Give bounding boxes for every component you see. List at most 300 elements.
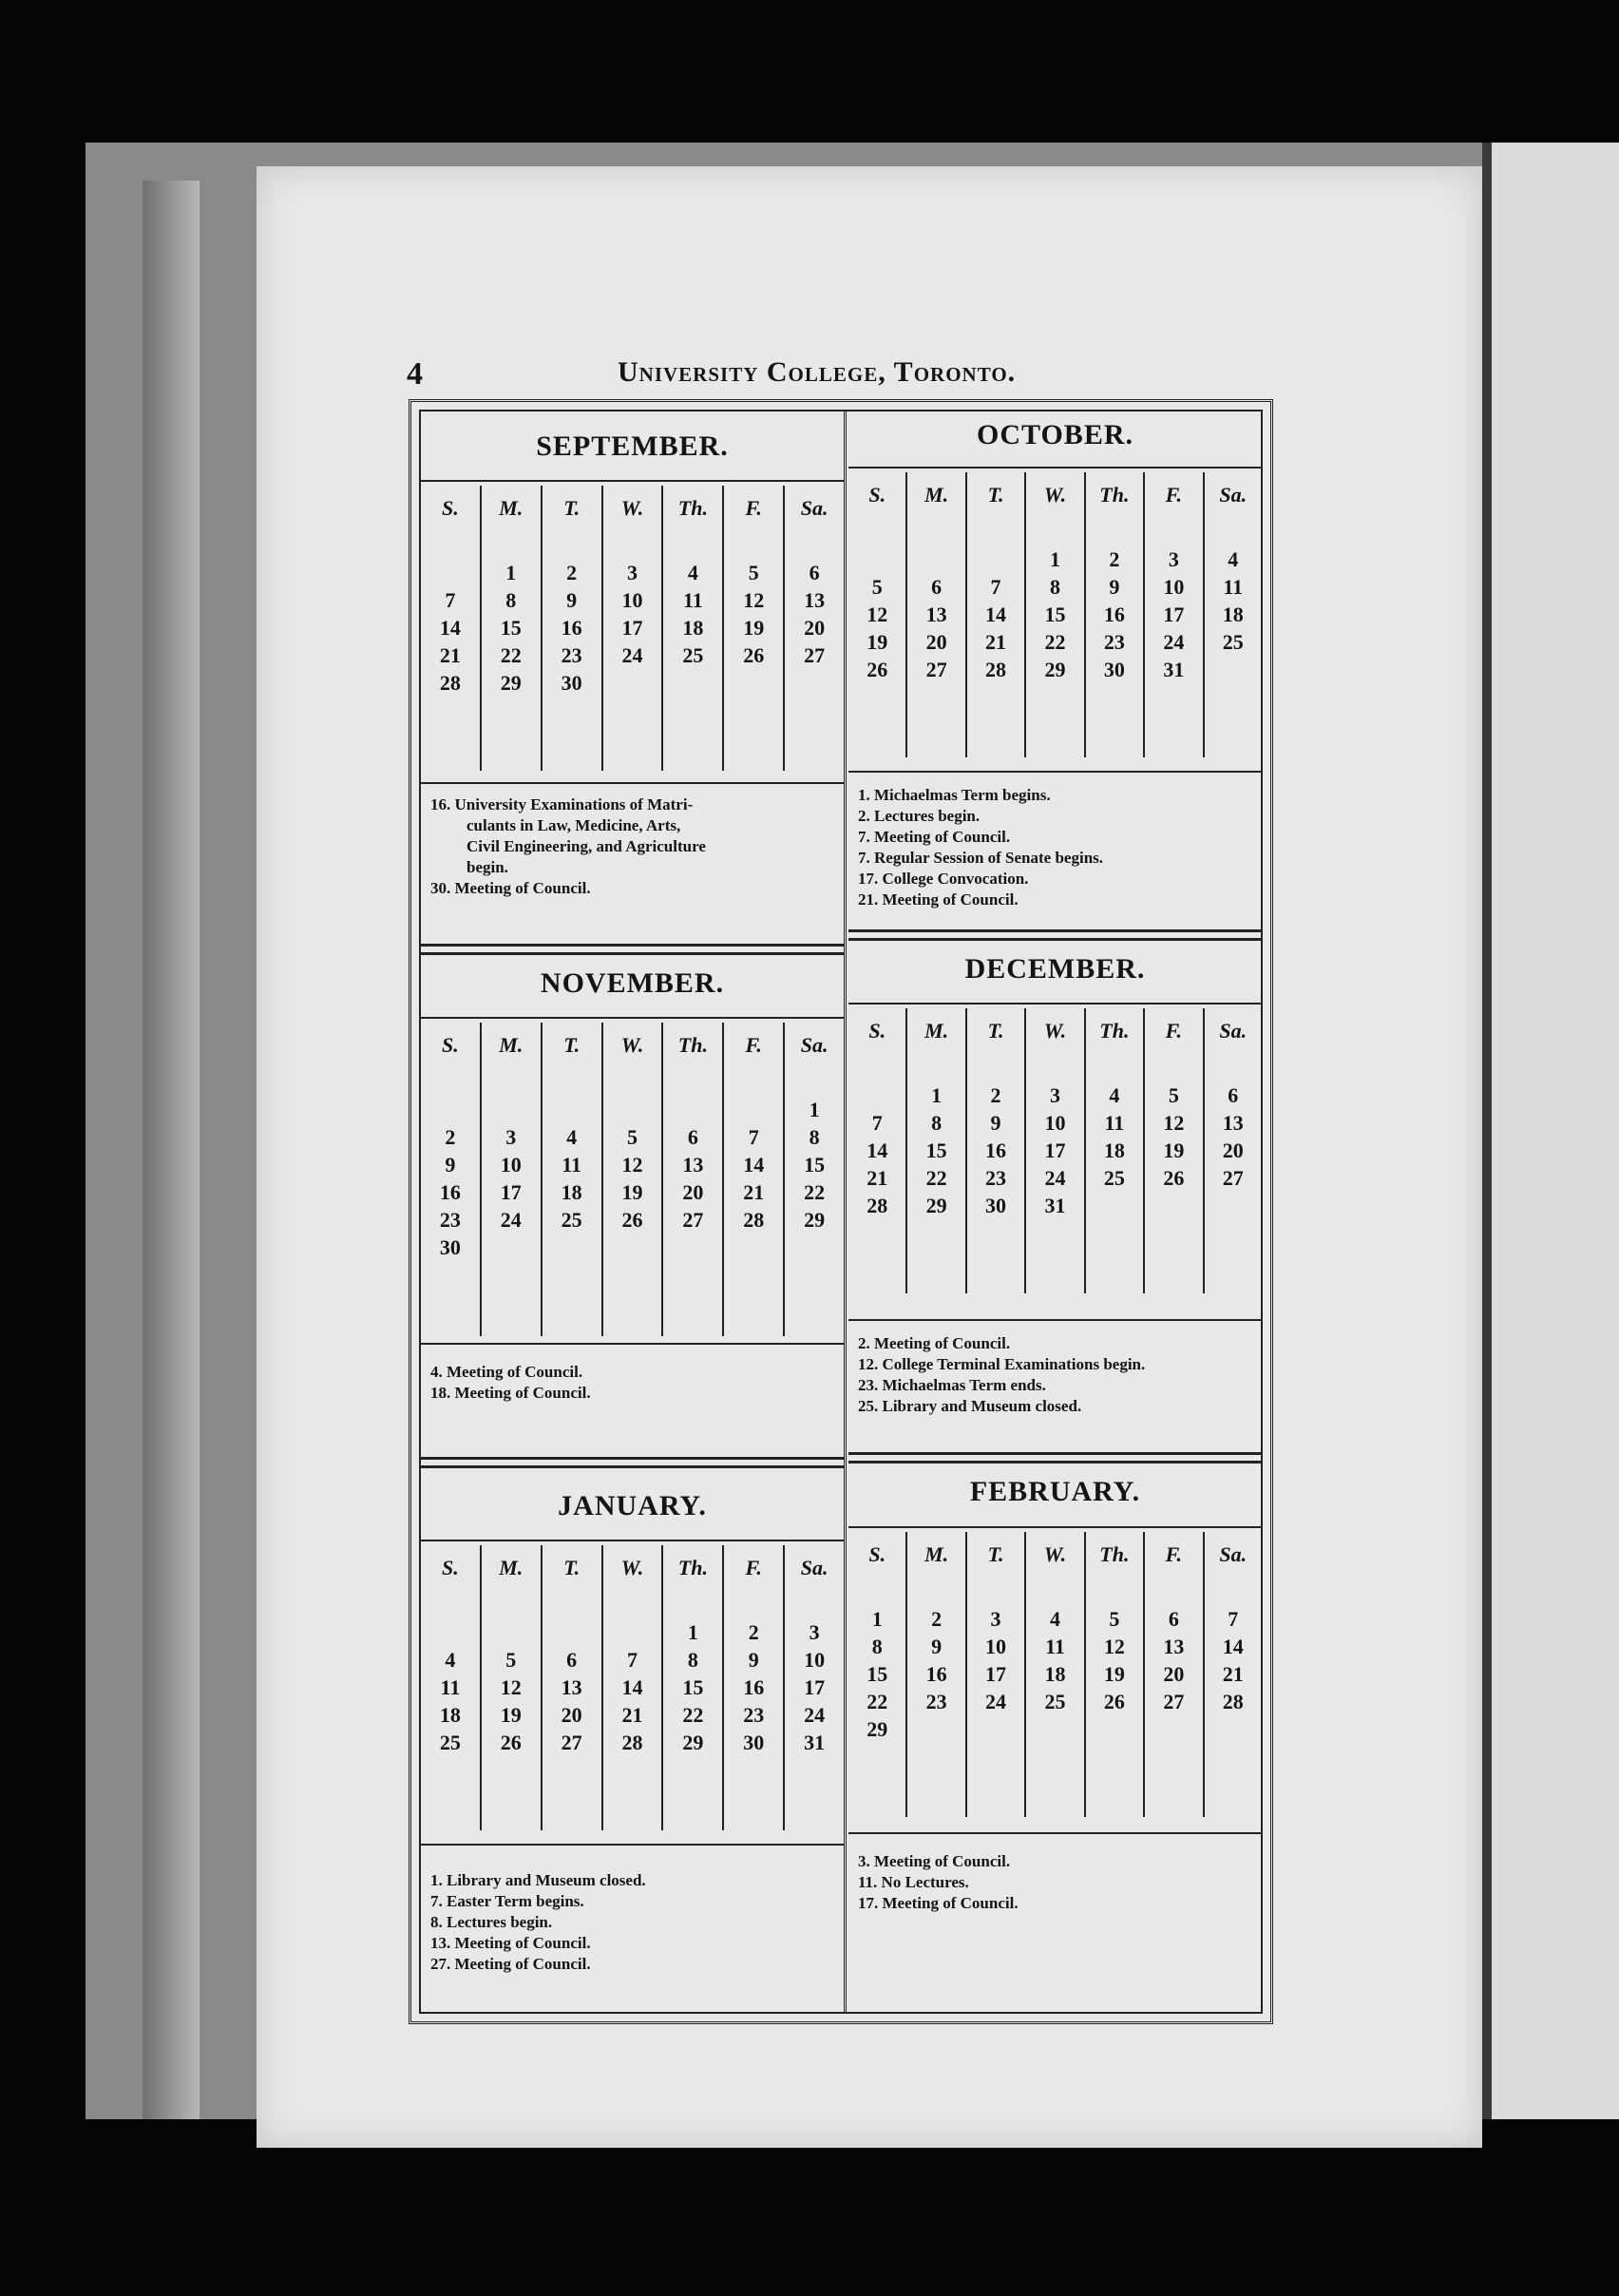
weekday-header: T. — [563, 496, 581, 520]
page-stack-left — [143, 181, 200, 2119]
day-number — [1086, 1715, 1143, 1743]
event-line: culants in Law, Medicine, Arts, — [467, 816, 681, 834]
weekday-header: T. — [987, 483, 1004, 507]
weekday-header: W. — [620, 1033, 644, 1057]
day-column — [783, 486, 844, 771]
day-number: 18 — [1044, 1662, 1066, 1686]
day-number — [482, 1618, 541, 1646]
day-number: 6 — [1168, 1607, 1179, 1631]
day-column — [848, 1532, 905, 1817]
day-number — [907, 1578, 964, 1605]
event-line: 25. Library and Museum closed. — [858, 1397, 1082, 1415]
day-number: 12 — [1103, 1635, 1125, 1658]
day-number: 21 — [621, 1703, 643, 1727]
day-number: 14 — [1222, 1635, 1244, 1658]
day-number: 6 — [687, 1125, 698, 1149]
day-number — [482, 1068, 541, 1096]
weekday-header: Th. — [1099, 1019, 1130, 1043]
day-number — [724, 1096, 783, 1123]
weekday-header: M. — [924, 483, 949, 507]
day-number: 3 — [1049, 1083, 1060, 1107]
day-number — [603, 669, 662, 697]
weekday-header: Sa. — [800, 1033, 829, 1057]
day-column — [722, 486, 783, 771]
day-number: 9 — [748, 1648, 759, 1672]
day-number: 7 — [748, 1125, 759, 1149]
day-grid-rule — [421, 782, 844, 784]
day-number: 1 — [809, 1098, 820, 1121]
day-column — [965, 472, 1024, 757]
day-number: 23 — [1103, 630, 1125, 654]
day-number: 1 — [871, 1607, 883, 1631]
day-column — [1143, 472, 1202, 757]
day-grid — [848, 472, 1262, 757]
day-number — [1145, 1578, 1202, 1605]
day-number: 10 — [985, 1635, 1007, 1658]
day-number: 31 — [1163, 658, 1185, 681]
day-number: 4 — [1228, 547, 1239, 571]
day-number: 21 — [439, 643, 461, 667]
day-number: 1 — [687, 1620, 698, 1644]
day-number — [603, 1068, 662, 1096]
day-number: 23 — [985, 1166, 1007, 1190]
day-number — [724, 669, 783, 697]
event-line: 23. Michaelmas Term ends. — [858, 1376, 1046, 1394]
month-title-rule — [421, 480, 844, 482]
day-number: 10 — [621, 588, 643, 612]
day-number: 13 — [561, 1675, 582, 1699]
day-number — [967, 1054, 1024, 1081]
day-number: 1 — [1049, 547, 1060, 571]
day-number — [543, 531, 601, 559]
day-number: 18 — [1222, 603, 1244, 626]
day-number — [1205, 1578, 1262, 1605]
day-number: 18 — [682, 616, 704, 640]
day-number: 21 — [985, 630, 1007, 654]
day-number: 19 — [500, 1703, 522, 1727]
day-number: 18 — [439, 1703, 461, 1727]
day-number: 22 — [682, 1703, 704, 1727]
day-number: 2 — [931, 1607, 943, 1631]
month-double-rule — [421, 944, 844, 955]
day-number — [663, 531, 722, 559]
weekday-header: W. — [620, 1556, 644, 1579]
event-line: 4. Meeting of Council. — [430, 1363, 583, 1381]
day-number: 8 — [1049, 575, 1060, 599]
day-number: 11 — [1104, 1111, 1125, 1135]
month-title-rule — [848, 1526, 1262, 1528]
day-column — [541, 1023, 601, 1336]
weekday-header: F. — [1165, 483, 1182, 507]
day-column — [1143, 1532, 1202, 1817]
day-number: 31 — [1044, 1194, 1066, 1217]
day-number — [848, 1578, 905, 1605]
day-number — [603, 1618, 662, 1646]
weekday-header: T. — [563, 1556, 581, 1579]
day-number: 6 — [931, 575, 943, 599]
day-number: 15 — [925, 1138, 947, 1162]
day-column — [965, 1532, 1024, 1817]
month-title: NOVEMBER. — [540, 967, 725, 999]
day-column — [661, 486, 722, 771]
day-number: 4 — [1049, 1607, 1060, 1631]
weekday-header: W. — [620, 496, 644, 520]
day-number: 10 — [1044, 1111, 1066, 1135]
day-number: 20 — [1163, 1662, 1185, 1686]
day-number: 7 — [871, 1111, 883, 1135]
day-column — [1203, 472, 1262, 757]
day-number: 25 — [561, 1208, 582, 1232]
event-line: 7. Meeting of Council. — [858, 828, 1011, 846]
running-head: University College, Toronto. — [618, 356, 1017, 388]
day-number — [907, 1715, 964, 1743]
day-number: 21 — [867, 1166, 888, 1190]
day-number: 28 — [621, 1731, 643, 1754]
month-february — [848, 1471, 1262, 2013]
page — [257, 166, 1482, 2148]
day-number: 8 — [871, 1635, 883, 1658]
day-number — [724, 1234, 783, 1261]
day-number — [543, 1096, 601, 1123]
day-number: 29 — [682, 1731, 704, 1754]
day-number — [543, 1591, 601, 1618]
day-number: 4 — [445, 1648, 456, 1672]
day-number: 15 — [682, 1675, 704, 1699]
day-number: 28 — [439, 671, 461, 695]
day-column — [1084, 1008, 1143, 1293]
day-number: 13 — [804, 588, 826, 612]
weekday-header: S. — [442, 1033, 459, 1057]
day-number — [967, 1578, 1024, 1605]
day-number — [785, 1234, 844, 1261]
day-grid-rule — [848, 771, 1262, 773]
day-number — [848, 1081, 905, 1109]
weekday-header: T. — [987, 1019, 1004, 1043]
day-number — [967, 518, 1024, 545]
day-number: 7 — [1228, 1607, 1239, 1631]
day-number: 5 — [871, 575, 883, 599]
day-number: 14 — [621, 1675, 643, 1699]
day-number — [663, 1234, 722, 1261]
day-number: 13 — [925, 603, 947, 626]
day-column — [1084, 1532, 1143, 1817]
day-number: 27 — [1222, 1166, 1244, 1190]
day-number — [1026, 1054, 1083, 1081]
day-grid-rule — [421, 1844, 844, 1846]
event-line: 3. Meeting of Council. — [858, 1852, 1011, 1870]
day-number: 17 — [1044, 1138, 1066, 1162]
day-number — [1145, 518, 1202, 545]
month-title: JANUARY. — [558, 1490, 707, 1521]
day-number: 5 — [1168, 1083, 1179, 1107]
day-number — [1205, 1192, 1262, 1219]
day-number — [967, 1715, 1024, 1743]
day-number: 28 — [743, 1208, 765, 1232]
day-number — [543, 1618, 601, 1646]
day-number: 17 — [804, 1675, 826, 1699]
day-number: 2 — [1109, 547, 1120, 571]
month-december — [848, 944, 1262, 1471]
day-number: 28 — [985, 658, 1007, 681]
day-grid — [421, 1023, 844, 1336]
day-number: 25 — [682, 643, 704, 667]
day-number: 26 — [743, 643, 765, 667]
day-number — [1145, 1054, 1202, 1081]
day-number: 3 — [1168, 547, 1179, 571]
weekday-header: W. — [1043, 1019, 1067, 1043]
day-grid — [421, 1545, 844, 1830]
day-number — [603, 1234, 662, 1261]
day-number: 20 — [561, 1703, 582, 1727]
month-events — [858, 785, 1252, 910]
day-column — [1203, 1532, 1262, 1817]
day-number — [1205, 1715, 1262, 1743]
day-number: 22 — [925, 1166, 947, 1190]
day-number: 25 — [1222, 630, 1244, 654]
day-number: 13 — [1222, 1111, 1244, 1135]
day-number: 26 — [867, 658, 888, 681]
weekday-header: S. — [442, 1556, 459, 1579]
day-number: 7 — [990, 575, 1001, 599]
day-number: 22 — [867, 1690, 888, 1713]
weekday-header: Sa. — [1219, 483, 1248, 507]
day-number — [1145, 1192, 1202, 1219]
day-number: 16 — [743, 1675, 765, 1699]
day-number: 18 — [561, 1180, 582, 1204]
day-number: 16 — [561, 616, 582, 640]
day-number: 2 — [990, 1083, 1001, 1107]
day-column — [541, 486, 601, 771]
day-number: 5 — [505, 1648, 517, 1672]
day-number: 12 — [1163, 1111, 1185, 1135]
day-column — [480, 1023, 541, 1336]
day-number — [482, 1096, 541, 1123]
day-number: 11 — [1045, 1635, 1065, 1658]
day-column — [480, 1545, 541, 1830]
day-number: 20 — [682, 1180, 704, 1204]
day-number — [785, 1068, 844, 1096]
event-line: Civil Engineering, and Agriculture — [467, 837, 706, 855]
day-number — [724, 1068, 783, 1096]
day-number: 23 — [925, 1690, 947, 1713]
day-number: 30 — [743, 1731, 765, 1754]
day-number: 19 — [867, 630, 888, 654]
day-number: 29 — [925, 1194, 947, 1217]
day-number: 9 — [445, 1153, 456, 1177]
day-number: 24 — [621, 643, 643, 667]
day-number: 2 — [445, 1125, 456, 1149]
month-title: DECEMBER. — [964, 953, 1146, 985]
day-number: 9 — [566, 588, 578, 612]
weekday-header: T. — [987, 1542, 1004, 1566]
month-events — [858, 1333, 1252, 1417]
day-number: 26 — [621, 1208, 643, 1232]
day-number — [724, 1591, 783, 1618]
day-number — [482, 1591, 541, 1618]
day-number — [1086, 1578, 1143, 1605]
day-number: 10 — [1163, 575, 1185, 599]
event-line: 17. Meeting of Council. — [858, 1894, 1019, 1912]
day-number — [1026, 518, 1083, 545]
day-number: 23 — [439, 1208, 461, 1232]
day-number: 5 — [627, 1125, 638, 1149]
weekday-header: F. — [1165, 1019, 1182, 1043]
day-number: 12 — [500, 1675, 522, 1699]
day-number: 20 — [1222, 1138, 1244, 1162]
event-line: 11. No Lectures. — [858, 1873, 969, 1891]
day-column — [1084, 472, 1143, 757]
day-number: 24 — [1044, 1166, 1066, 1190]
day-number: 16 — [925, 1662, 947, 1686]
event-line: 13. Meeting of Council. — [430, 1934, 591, 1952]
day-number: 4 — [1109, 1083, 1120, 1107]
day-column — [601, 1545, 662, 1830]
day-column — [1024, 1532, 1083, 1817]
month-events — [430, 1362, 834, 1404]
weekday-header: Sa. — [1219, 1542, 1248, 1566]
weekday-header: Th. — [677, 1033, 708, 1057]
weekday-header: M. — [499, 496, 524, 520]
day-number: 24 — [804, 1703, 826, 1727]
event-line: 27. Meeting of Council. — [430, 1955, 591, 1973]
day-number: 1 — [931, 1083, 943, 1107]
day-number: 3 — [809, 1620, 820, 1644]
day-number: 11 — [682, 588, 703, 612]
day-number: 5 — [1109, 1607, 1120, 1631]
day-number: 3 — [505, 1125, 517, 1149]
weekday-header: S. — [442, 496, 459, 520]
day-column — [848, 1008, 905, 1293]
day-number: 29 — [867, 1717, 888, 1741]
day-number: 27 — [561, 1731, 582, 1754]
day-number — [967, 545, 1024, 573]
day-column — [722, 1545, 783, 1830]
day-number: 17 — [985, 1662, 1007, 1686]
month-title-rule — [421, 1017, 844, 1019]
center-rule — [844, 411, 847, 2012]
event-line: 17. College Convocation. — [858, 870, 1029, 888]
day-number — [785, 1591, 844, 1618]
day-number: 31 — [804, 1731, 826, 1754]
day-number — [482, 531, 541, 559]
day-number: 3 — [627, 561, 638, 584]
day-number: 28 — [1222, 1690, 1244, 1713]
day-column — [965, 1008, 1024, 1293]
day-column — [1143, 1008, 1202, 1293]
day-number: 28 — [867, 1194, 888, 1217]
day-number: 30 — [1103, 658, 1125, 681]
day-number: 14 — [867, 1138, 888, 1162]
day-column — [601, 486, 662, 771]
day-number: 21 — [743, 1180, 765, 1204]
day-number — [724, 531, 783, 559]
month-title: SEPTEMBER. — [536, 430, 729, 462]
day-number — [1026, 1715, 1083, 1743]
day-number: 8 — [931, 1111, 943, 1135]
day-number: 21 — [1222, 1662, 1244, 1686]
day-number — [482, 1234, 541, 1261]
page-stack-right — [1482, 143, 1619, 2119]
day-number: 26 — [500, 1731, 522, 1754]
event-line: 2. Meeting of Council. — [858, 1334, 1011, 1352]
day-number: 13 — [1163, 1635, 1185, 1658]
day-number: 4 — [687, 561, 698, 584]
day-number: 22 — [500, 643, 522, 667]
month-january — [421, 1471, 844, 2013]
day-column — [421, 486, 480, 771]
day-number: 13 — [682, 1153, 704, 1177]
day-number — [603, 1591, 662, 1618]
day-number: 8 — [809, 1125, 820, 1149]
day-number: 9 — [990, 1111, 1001, 1135]
day-column — [541, 1545, 601, 1830]
weekday-header: Th. — [1099, 483, 1130, 507]
day-number: 27 — [925, 658, 947, 681]
day-number — [848, 545, 905, 573]
day-number: 18 — [1103, 1138, 1125, 1162]
day-number — [421, 559, 480, 586]
weekday-header: T. — [563, 1033, 581, 1057]
day-number — [907, 1054, 964, 1081]
weekday-header: F. — [745, 1556, 762, 1579]
day-number: 29 — [500, 671, 522, 695]
month-title: FEBRUARY. — [969, 1476, 1141, 1507]
day-number: 19 — [1163, 1138, 1185, 1162]
day-number: 17 — [500, 1180, 522, 1204]
day-number — [421, 1591, 480, 1618]
event-line: 18. Meeting of Council. — [430, 1384, 591, 1402]
event-line: 21. Meeting of Council. — [858, 890, 1019, 909]
event-line: 30. Meeting of Council. — [430, 879, 591, 897]
day-number: 27 — [682, 1208, 704, 1232]
month-title-rule — [848, 467, 1262, 469]
day-number — [421, 1618, 480, 1646]
day-number: 17 — [621, 616, 643, 640]
day-number: 23 — [561, 643, 582, 667]
day-number: 14 — [985, 603, 1007, 626]
day-number: 8 — [505, 588, 517, 612]
month-title-rule — [848, 1003, 1262, 1004]
event-line: begin. — [467, 858, 508, 876]
day-number: 15 — [867, 1662, 888, 1686]
day-number: 7 — [627, 1648, 638, 1672]
day-column — [905, 1532, 964, 1817]
day-column — [905, 1008, 964, 1293]
day-number: 9 — [931, 1635, 943, 1658]
day-number: 30 — [561, 671, 582, 695]
month-double-rule — [848, 1452, 1262, 1464]
day-column — [783, 1545, 844, 1830]
weekday-header: Th. — [677, 496, 708, 520]
day-number — [663, 1591, 722, 1618]
day-column — [783, 1023, 844, 1336]
day-number — [785, 669, 844, 697]
month-events — [858, 1851, 1252, 1914]
day-number: 30 — [985, 1194, 1007, 1217]
weekday-header: M. — [924, 1542, 949, 1566]
day-number: 15 — [500, 616, 522, 640]
day-column — [480, 486, 541, 771]
day-grid — [848, 1532, 1262, 1817]
month-double-rule — [421, 1457, 844, 1468]
day-number: 25 — [439, 1731, 461, 1754]
day-number: 25 — [1044, 1690, 1066, 1713]
weekday-header: S. — [868, 1542, 886, 1566]
weekday-header: F. — [745, 1033, 762, 1057]
day-number: 14 — [439, 616, 461, 640]
event-line: 2. Lectures begin. — [858, 807, 981, 825]
day-column — [905, 472, 964, 757]
